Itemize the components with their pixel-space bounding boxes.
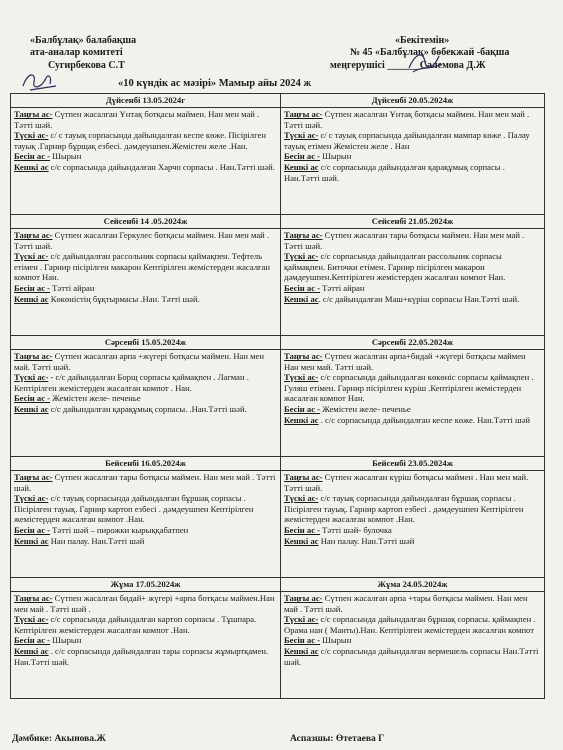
- day-title-left: Сейсенбі 14 .05.2024ж: [11, 215, 281, 229]
- meal-label-lunch: Түскі ас-: [284, 130, 319, 141]
- meal-snack: [14, 283, 277, 294]
- meal-text-lunch: с/ с тауық сорпасында дайындалған мампар көже . Палау тауық етімен Жемістен желе . Нан: [284, 130, 530, 151]
- head-name: меңгерушісі ______ Салемова Д.Ж: [330, 60, 486, 71]
- meal-text-dinner: с/с дайындалған қарақұмық сорпасы. .Нан.Тәтті шәй.: [48, 403, 247, 414]
- meal-label-breakfast: Таңғы ас-: [284, 472, 323, 482]
- meal-text-dinner: с/с сорпасында дайындалған қарақұмық сорпасы . Нан.Тәтті шәй.: [284, 161, 505, 183]
- meal-label-lunch: Түскі ас-: [14, 251, 49, 262]
- meal-label-dinner: Кешкі ас: [284, 414, 319, 425]
- meal-text-dinner: . с/с дайындалған Маш+күріш сорпасы Нан.Тәтті шәй.: [318, 293, 520, 304]
- day-header-row: [11, 94, 545, 108]
- meal-text-breakfast: Сүтпен жасалған Ұнтақ ботқасы маймен. Нан мен май . Тәтті шәй.: [14, 109, 260, 130]
- day-menu-cell-right: [281, 592, 545, 699]
- meal-breakfast: [14, 109, 277, 130]
- day-menu-cell-right: [281, 471, 545, 578]
- day-title-right: Жұма 24.05.2024ж: [281, 578, 545, 592]
- approval-title: «Бекітемін»: [395, 35, 450, 46]
- meal-dinner: [284, 294, 541, 305]
- meal-text-lunch: с/ с тауық сорпасында дайындалған кеспе көже. Пісірілген тауық .Гарнир бұрщақ езбесі. дәмдеушпен.Жемістен желе .Нан.: [14, 130, 266, 151]
- meal-text-breakfast: Сүтпен жасалған Ұнтақ ботқасы маймен. Нан мен май . Тәтті шәй.: [284, 109, 530, 130]
- meal-snack: [284, 151, 541, 162]
- meal-label-snack: Бесін ас -: [284, 635, 321, 646]
- meal-snack: [14, 393, 277, 404]
- day-title-left: Жұма 17.05.2024ж: [11, 578, 281, 592]
- meal-label-dinner: Кешкі ас: [14, 403, 49, 414]
- parents-committee-subtitle: ата-аналар комитеті: [30, 47, 123, 58]
- meal-label-lunch: Түскі ас-: [284, 493, 319, 504]
- day-title-left: Дүйсенбі 13.05.2024г: [11, 94, 281, 108]
- day-header-row: [11, 578, 545, 592]
- meal-label-snack: Бесін ас -: [14, 635, 51, 646]
- meal-dinner: [14, 294, 277, 305]
- meal-breakfast: [284, 472, 541, 493]
- meal-text-snack: Жемістен желе- печенье: [320, 403, 411, 414]
- meal-text-breakfast: Сүтпен жасалған арпа+бидай +жүгері ботқасы маймен Нан мен май. Тәтті шәй.: [284, 351, 526, 372]
- meal-text-dinner: Нан палау. Нан.Тәтті шәй: [318, 535, 415, 546]
- meal-lunch: [14, 493, 277, 525]
- meal-breakfast: [284, 109, 541, 130]
- meal-label-lunch: Түскі ас-: [284, 372, 319, 383]
- meal-text-breakfast: Сүтпен жасалған күріш ботқасы маймен . Нан мен май. Тәтті шәй.: [284, 472, 529, 493]
- meal-label-lunch: Түскі ас-: [14, 614, 49, 625]
- day-header-row: [11, 215, 545, 229]
- meal-text-breakfast: Сүтпен жасалған Геркулес ботқасы маймен. Нан мен май . Тәтті шәй.: [14, 230, 270, 251]
- meal-snack: [284, 404, 541, 415]
- meal-label-snack: Бесін ас -: [284, 151, 321, 162]
- meal-breakfast: [14, 351, 277, 372]
- meal-label-breakfast: Таңғы ас-: [284, 593, 323, 603]
- meal-text-lunch: с/с дайындалған рассольник сорпасы қаймақпен. Тефтель етімен . Гарнир пісірілген макарон Кептірілген жемістерден жасалған компот Нан.: [14, 251, 270, 283]
- day-menu-cell-left: [11, 471, 281, 578]
- day-title-right: Бейсенбі 23.05.2024ж: [281, 457, 545, 471]
- meal-text-lunch: с/с сорпасында дайындалған бұршақ сорпасы. қаймақпен . Орама нан ( Манты).Нан. Кептірілген жемістерден жасалған компот: [284, 614, 536, 635]
- meal-dinner: [14, 646, 277, 667]
- chef-signature: Аспазшы: Өтетаева Г: [290, 734, 385, 744]
- meal-label-dinner: Кешкі ас: [14, 645, 49, 656]
- meal-snack: [284, 525, 541, 536]
- day-header-row: [11, 457, 545, 471]
- meal-lunch: [14, 372, 277, 393]
- meal-text-snack: Тәтті шәй- булочка: [320, 524, 392, 535]
- meal-label-lunch: Түскі ас-: [284, 251, 319, 262]
- meal-label-lunch: Түскі ас-: [14, 130, 49, 141]
- meal-snack: [14, 525, 277, 536]
- day-menu-cell-left: [11, 592, 281, 699]
- meal-text-snack: Жемістен желе- печенье: [50, 393, 141, 404]
- meal-breakfast: [284, 230, 541, 251]
- meal-breakfast: [14, 593, 277, 614]
- meal-text-dinner: . с/с сорпасында дайындалған тары сорпасы жұмыртқамен. Нан.Тәтті шәй.: [14, 645, 269, 667]
- meal-dinner: [284, 415, 541, 426]
- meal-text-dinner: Нан палау. Нан.Тәтті шәй: [48, 535, 145, 546]
- meal-lunch: [14, 614, 277, 635]
- meal-label-snack: Бесін ас -: [14, 151, 51, 162]
- meal-text-breakfast: Сүтпен жасалған арпа +тары ботқасы маймен. Нан мен май . Тәтті шәй.: [284, 593, 528, 614]
- meal-label-dinner: Кешкі ас: [14, 535, 49, 546]
- meal-text-lunch: с/с сорпасында дайындалған картоп сорпасы . Тұшпара. Кептірілген жемістерден жасалған компот .Нан.: [14, 614, 257, 635]
- meal-label-dinner: Кешкі ас: [14, 293, 49, 304]
- meal-label-lunch: Түскі ас-: [284, 614, 319, 625]
- meal-label-dinner: Кешкі ас: [284, 161, 319, 172]
- meal-lunch: [284, 614, 541, 635]
- meal-label-dinner: Кешкі ас: [284, 293, 319, 304]
- meal-label-dinner: Кешкі ас: [284, 535, 319, 546]
- meal-breakfast: [14, 472, 277, 493]
- day-menu-row: [11, 229, 545, 336]
- day-title-right: Сәрсенбі 22.05.2024ж: [281, 336, 545, 350]
- meal-label-breakfast: Таңғы ас-: [284, 109, 323, 119]
- meal-snack: [284, 635, 541, 646]
- day-title-left: Сәрсенбі 15.05.2024ж: [11, 336, 281, 350]
- meal-text-dinner: с/с сорпасында дайындалған вермешель сорпасы Нан.Тәтті шәй.: [284, 645, 539, 667]
- meal-lunch: [284, 372, 541, 404]
- meal-text-breakfast: Сүтпен жасалған тары ботқасы маймен. Нан мен май . Тәтті шәй.: [14, 472, 276, 493]
- meal-label-breakfast: Таңғы ас-: [14, 472, 53, 482]
- meal-label-breakfast: Таңғы ас-: [14, 351, 53, 361]
- meal-lunch: [284, 130, 541, 151]
- meal-text-lunch: с/с сорпасында дайындалған рассольник сорпасы қаймақпен. Биточки етімен. Гарнир пісірілген макарон дәмдеушпен.Кептірілген жемістерден жасалған компот Нан.: [284, 251, 506, 283]
- day-menu-cell-left: [11, 350, 281, 457]
- meal-text-dinner: . с/с сорпасында дайындалған кеспе көже. Нан.Тәтті шәй: [318, 414, 531, 425]
- meal-dinner: [284, 646, 541, 667]
- day-menu-row: [11, 350, 545, 457]
- cook-signature: Дәмбике: Акынова.Ж: [12, 734, 106, 744]
- meal-label-snack: Бесін ас -: [284, 403, 321, 414]
- meal-text-snack: Шырын: [50, 151, 82, 162]
- meal-text-snack: Шырын: [320, 635, 352, 646]
- kindergarten-name: № 45 «Балбұлақ» бөбекжай -бақша: [350, 47, 510, 58]
- day-menu-cell-left: [11, 108, 281, 215]
- meal-label-lunch: Түскі ас-: [14, 493, 49, 504]
- meal-text-snack: Шырын: [50, 635, 82, 646]
- day-menu-cell-right: [281, 229, 545, 336]
- meal-text-lunch: с/с тауық сорпасында дайындалған бұршақ сорпасы . Пісірілген тауық. Гарнир картоп езбесі . дәмдеушпен Кептірілген жемістерден жасалған компот .Нан.: [14, 493, 254, 525]
- meal-lunch: [14, 130, 277, 151]
- day-title-right: Дүйсенбі 20.05.2024ж: [281, 94, 545, 108]
- committee-head-name: Сугирбекова С.Т: [48, 60, 125, 71]
- meal-text-dinner: Көкөністің бұқтырмасы .Нан. Тәтті шәй.: [48, 293, 200, 304]
- meal-text-breakfast: Сүтпен жасалған бидай+ жүгері +арпа ботқасы маймен.Нан мен май . Тәтті шәй .: [14, 593, 275, 614]
- meal-label-snack: Бесін ас -: [284, 282, 321, 293]
- day-title-right: Сейсенбі 21.05.2024ж: [281, 215, 545, 229]
- meal-snack: [14, 635, 277, 646]
- meal-text-breakfast: Сүтпен жасалған тары ботқасы маймен. Нан мен май . Тәтті шәй.: [284, 230, 525, 251]
- meal-label-breakfast: Таңғы ас-: [14, 230, 53, 240]
- meal-label-snack: Бесін ас -: [14, 282, 51, 293]
- meal-snack: [284, 283, 541, 294]
- meal-lunch: [284, 493, 541, 525]
- day-menu-row: [11, 592, 545, 699]
- meal-label-breakfast: Таңғы ас-: [14, 109, 53, 119]
- meal-label-snack: Бесін ас -: [14, 393, 51, 404]
- meal-label-breakfast: Таңғы ас-: [14, 593, 53, 603]
- meal-text-breakfast: Сүтпен жасалған арпа +жүгері ботқасы маймен. Нан мен май. Тәтті шәй.: [14, 351, 264, 372]
- parents-committee-title: «Балбұлақ» балабақша: [30, 35, 137, 46]
- meal-label-dinner: Кешкі ас: [14, 161, 49, 172]
- meal-text-dinner: с/с сорпасында дайындалған Харчо сорпасы . Нан.Тәтті шәй.: [48, 161, 275, 172]
- meal-dinner: [14, 162, 277, 173]
- meal-text-snack: Тәтті айран: [50, 282, 95, 293]
- day-menu-cell-right: [281, 350, 545, 457]
- meal-label-snack: Бесін ас -: [284, 524, 321, 535]
- meal-label-breakfast: Таңғы ас-: [284, 230, 323, 240]
- day-header-row: [11, 336, 545, 350]
- meal-dinner: [14, 536, 277, 547]
- left-signature-icon: [20, 68, 60, 94]
- meal-dinner: [284, 536, 541, 547]
- meal-text-snack: Шырын: [320, 151, 352, 162]
- menu-table: [10, 93, 545, 699]
- meal-lunch: [14, 251, 277, 283]
- meal-text-snack: Тәтті айран: [320, 282, 365, 293]
- meal-snack: [14, 151, 277, 162]
- meal-text-lunch: с/с тауық сорпасында дайындалған бұршақ сорпасы . Пісірілген тауық. Гарнир картоп езбесі . дәмдеушпен Кептірілген жемістерден жасалған компот .Нан.: [284, 493, 524, 525]
- menu-title: «10 күндік ас мәзірі» Мамыр айы 2024 ж: [118, 78, 312, 89]
- meal-label-snack: Бесін ас -: [14, 524, 51, 535]
- meal-label-lunch: Түскі ас-: [14, 372, 49, 383]
- meal-text-snack: Тәтті шәй – пирожки кырыққабатпен: [50, 524, 189, 535]
- day-menu-cell-left: [11, 229, 281, 336]
- meal-breakfast: [284, 593, 541, 614]
- meal-dinner: [14, 404, 277, 415]
- meal-text-lunch: - с/с дайындалған Борщ сорпасы қаймақпен . Лагман . Кептірілген жемістерден жасалған компот . Нан.: [14, 372, 249, 393]
- meal-dinner: [284, 162, 541, 183]
- meal-breakfast: [14, 230, 277, 251]
- day-menu-cell-right: [281, 108, 545, 215]
- day-menu-row: [11, 108, 545, 215]
- right-signature-icon: [405, 48, 445, 76]
- meal-text-lunch: с/с сорпасында дайындалған көкөніс сорпасы қаймақпен . Гуляш етімен. Гарнир пісірілген күріш .Кептірілген жемістерден жасалған компот Нан.: [284, 372, 534, 404]
- day-title-left: Бейсенбі 16.05.2024ж: [11, 457, 281, 471]
- day-menu-row: [11, 471, 545, 578]
- meal-breakfast: [284, 351, 541, 372]
- meal-lunch: [284, 251, 541, 283]
- meal-label-dinner: Кешкі ас: [284, 645, 319, 656]
- meal-label-breakfast: Таңғы ас-: [284, 351, 323, 361]
